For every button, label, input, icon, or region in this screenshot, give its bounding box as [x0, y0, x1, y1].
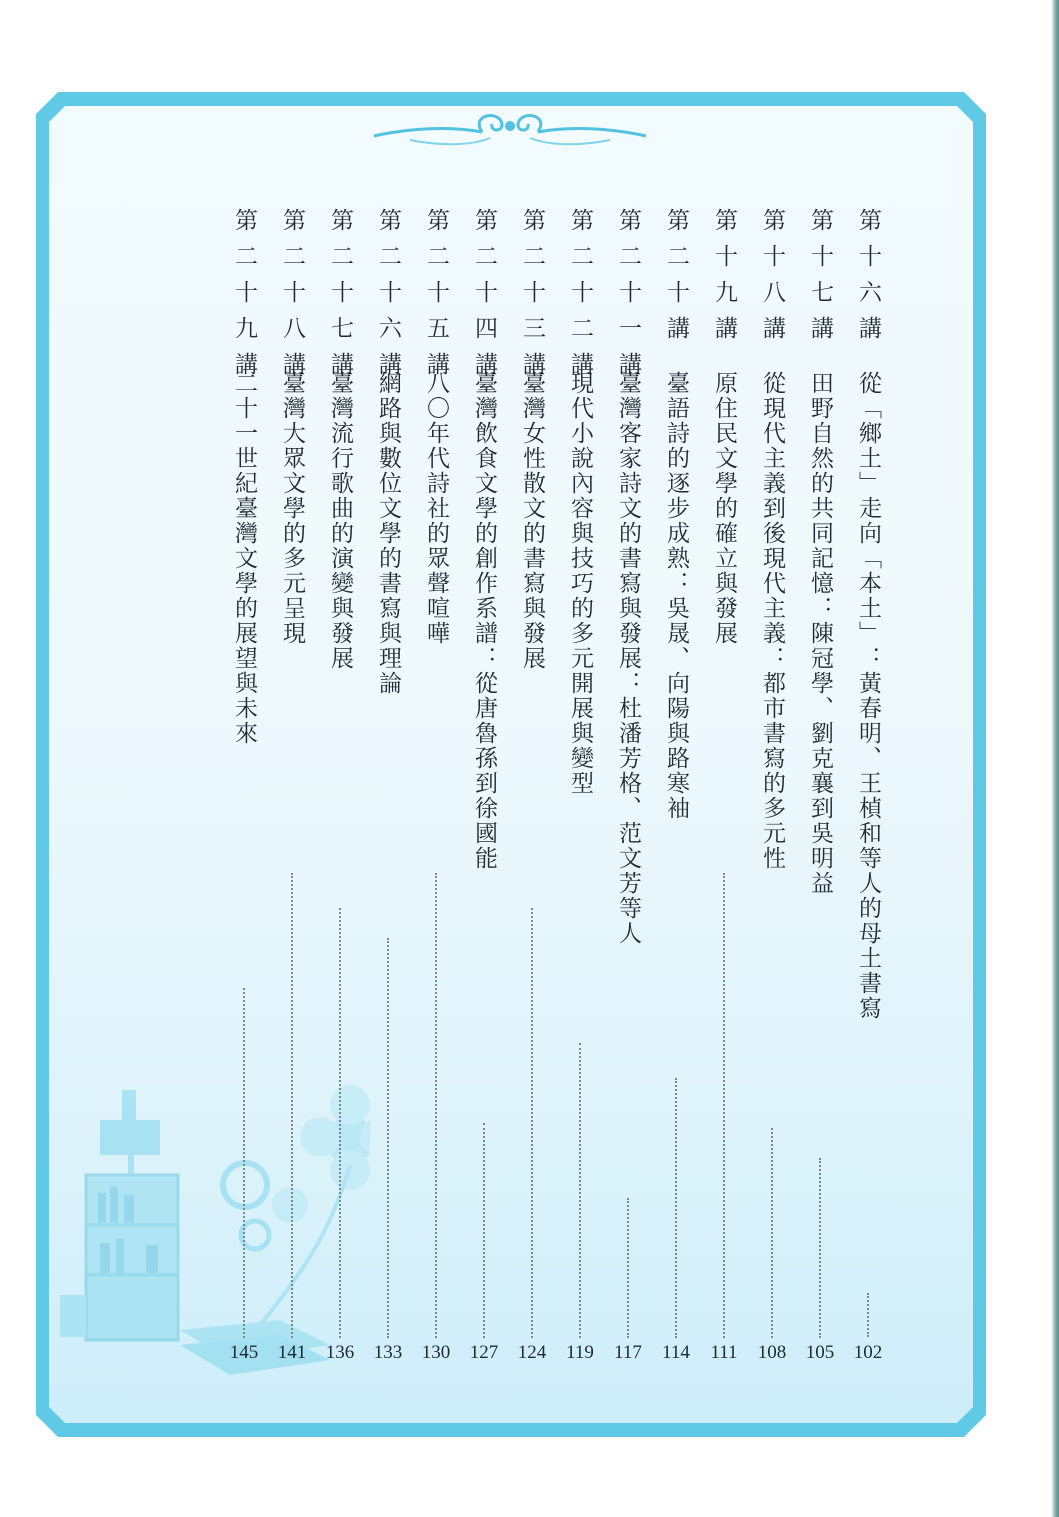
toc-entry-18[interactable] — [755, 208, 789, 1368]
chapter-title: 臺灣流行歌曲的演變與發展 — [327, 371, 353, 671]
dot-leader — [627, 1198, 629, 1338]
chapter-title: 臺灣女性散文的書寫與發展 — [519, 371, 545, 671]
page-number: 133 — [373, 1342, 403, 1363]
chapter-label: 第二十六講 — [375, 208, 401, 388]
chapter-label: 第二十一講 — [615, 208, 641, 388]
chapter-label: 第二十講 — [663, 208, 689, 352]
chapter-title: 臺灣飲食文學的創作系譜：從唐魯孫到徐國能 — [471, 371, 497, 871]
dot-leader — [723, 873, 725, 1338]
dot-leader — [435, 873, 437, 1338]
chapter-label: 第十九講 — [711, 208, 737, 352]
toc-entry-25[interactable] — [419, 208, 453, 1368]
toc-entry-22[interactable] — [563, 208, 597, 1368]
chapter-title: 臺灣客家詩文的書寫與發展：杜潘芳格、范文芳等人 — [615, 371, 641, 946]
dot-leader — [387, 938, 389, 1338]
toc-entry-24[interactable] — [467, 208, 501, 1368]
page-number: 114 — [662, 1342, 690, 1363]
toc-entry-19[interactable] — [707, 208, 741, 1368]
page-number: 117 — [614, 1342, 642, 1363]
chapter-label: 第二十二講 — [567, 208, 593, 388]
dot-leader — [483, 1123, 485, 1338]
toc-entry-26[interactable] — [371, 208, 405, 1368]
dot-leader — [867, 1293, 869, 1337]
header-ornament — [370, 106, 650, 154]
page-edge — [1051, 0, 1059, 1517]
toc-entry-27[interactable] — [323, 208, 357, 1368]
dot-leader — [579, 1043, 581, 1338]
page-number: 145 — [229, 1342, 259, 1363]
page-number: 141 — [277, 1342, 307, 1363]
chapter-label: 第二十七講 — [327, 208, 353, 388]
dot-leader — [291, 873, 293, 1338]
chapter-title: 現代小說內容與技巧的多元開展與變型 — [567, 371, 593, 796]
dot-leader — [339, 908, 341, 1338]
chapter-label: 第十八講 — [759, 208, 785, 352]
chapter-title: 臺語詩的逐步成熟：吳晟、向陽與路寒袖 — [663, 371, 689, 821]
chapter-title: 原住民文學的確立與發展 — [711, 371, 737, 646]
dot-leader — [771, 1128, 773, 1338]
chapter-title: 八〇年代詩社的眾聲喧嘩 — [423, 371, 449, 646]
toc-entry-16[interactable] — [851, 208, 885, 1368]
page-number: 111 — [710, 1342, 738, 1363]
toc-entry-28[interactable] — [275, 208, 309, 1368]
chapter-title: 臺灣大眾文學的多元呈現 — [279, 371, 305, 646]
page-number: 127 — [469, 1342, 499, 1363]
chapter-title: 從現代主義到後現代主義：都市書寫的多元性 — [759, 371, 785, 871]
page-number: 102 — [853, 1342, 883, 1363]
dot-leader — [243, 988, 245, 1338]
chapter-title: 田野自然的共同記憶：陳冠學、劉克襄到吳明益 — [807, 371, 833, 896]
chapter-title: 二十一世紀臺灣文學的展望與未來 — [231, 371, 257, 746]
dot-leader — [531, 908, 533, 1338]
toc-entry-17[interactable] — [803, 208, 837, 1368]
toc-entry-21[interactable] — [611, 208, 645, 1368]
page-number: 119 — [566, 1342, 594, 1363]
dot-leader — [819, 1158, 821, 1338]
chapter-title: 網路與數位文學的書寫與理論 — [375, 371, 401, 696]
chapter-title: 從「鄉土」走向「本土」：黃春明、王楨和等人的母土書寫 — [855, 371, 881, 1021]
chapter-label: 第十七講 — [807, 208, 833, 352]
chapter-label: 第二十八講 — [279, 208, 305, 388]
page-number: 105 — [805, 1342, 835, 1363]
toc-entry-29[interactable] — [227, 208, 261, 1368]
dot-leader — [675, 1078, 677, 1338]
page-number: 124 — [517, 1342, 547, 1363]
toc-entry-20[interactable] — [659, 208, 693, 1368]
chapter-label: 第十六講 — [855, 208, 881, 352]
page-number: 136 — [325, 1342, 355, 1363]
page-number: 108 — [757, 1342, 787, 1363]
chapter-label: 第二十四講 — [471, 208, 497, 388]
page-number: 130 — [421, 1342, 451, 1363]
chapter-label: 第二十五講 — [423, 208, 449, 388]
chapter-label: 第二十三講 — [519, 208, 545, 388]
chapter-label: 第二十九講 — [231, 208, 257, 388]
toc-entry-23[interactable] — [515, 208, 549, 1368]
